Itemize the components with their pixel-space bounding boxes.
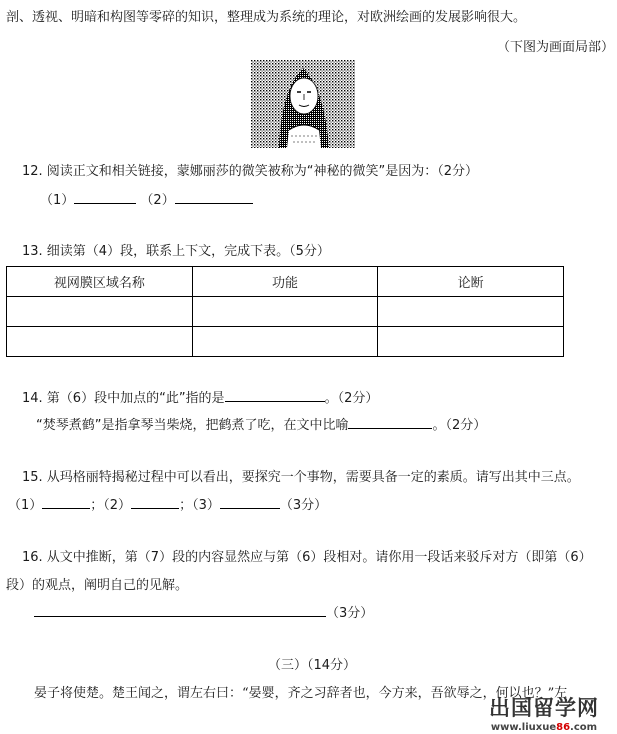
table-cell[interactable] (7, 327, 193, 357)
question-16-line1: 16. 从文中推断，第（7）段的内容显然应与第（6）段相对。请你用一段话来驳斥对方（即第（6） (22, 550, 592, 565)
q15-answer-line (8, 494, 327, 513)
table-cell[interactable] (378, 327, 564, 357)
q15-blank-1[interactable] (42, 494, 90, 509)
q15-blank-3[interactable] (220, 494, 280, 509)
section-3-title: （三）（14分） (268, 658, 357, 673)
table-cell[interactable] (378, 297, 564, 327)
header-cell-conclusion: 论断 (378, 267, 564, 297)
q13-table (6, 266, 564, 357)
image-caption: （下图为画面局部） (497, 40, 615, 55)
q16-blank[interactable] (34, 602, 326, 617)
mona-lisa-image (251, 60, 355, 148)
q15-blank-2[interactable] (131, 494, 179, 509)
watermark-url (476, 722, 612, 733)
question-14b (36, 414, 486, 433)
q12-blank-1[interactable] (74, 189, 136, 204)
q12-blank-2[interactable] (175, 189, 253, 204)
watermark (476, 692, 612, 733)
header-cell-region: 视网膜区域名称 (7, 267, 193, 297)
table-header-row (7, 267, 564, 297)
q12-answer-line (40, 189, 253, 208)
q14a-end: 。（2分） (324, 391, 379, 406)
q15-sep-2: ；（3） (179, 498, 220, 513)
q12-label-1: （1） (40, 193, 75, 208)
question-14a (22, 387, 378, 406)
section-3-text: 晏子将使楚。楚王闻之，谓左右曰：“晏婴，齐之习辞者也，今方来，吾欲辱之，何以也？”左 (34, 686, 568, 701)
table-row (7, 327, 564, 357)
q14b-end: 。（2分） (432, 418, 487, 433)
watermark-title: 出国留学网 (489, 696, 599, 720)
watermark-url-part-b: 86 (556, 722, 571, 733)
q15-score: （3分） (279, 498, 328, 513)
question-13: 13. 细读第（4）段，联系上下文，完成下表。（5分） (22, 244, 330, 259)
question-15: 15. 从玛格丽特揭秘过程中可以看出，要探究一个事物，需要具备一定的素质。请写出其中三点。 (22, 470, 580, 485)
table-cell[interactable] (192, 297, 378, 327)
table-cell[interactable] (192, 327, 378, 357)
q14b-text: “焚琴煮鹤”是指拿琴当柴烧，把鹤煮了吃，在文中比喻 (36, 418, 349, 433)
q14b-blank[interactable] (348, 414, 432, 429)
question-12: 12. 阅读正文和相关链接，蒙娜丽莎的微笑被称为“神秘的微笑”是因为：（2分） (22, 164, 479, 179)
q14a-blank[interactable] (225, 387, 325, 402)
q12-label-2: （2） (140, 193, 175, 208)
table-cell[interactable] (7, 297, 193, 327)
mona-lisa-drawing (251, 60, 355, 148)
question-16-line2: 段）的观点，阐明自己的见解。 (6, 578, 189, 593)
q15-sep-1: ；（2） (90, 498, 132, 513)
header-cell-function: 功能 (192, 267, 378, 297)
q14a-text: 14. 第（6）段中加点的“此”指的是 (22, 391, 225, 406)
q16-answer-line (34, 602, 373, 621)
watermark-url-part-c: .com (570, 722, 598, 733)
table-row (7, 297, 564, 327)
q16-score: （3分） (326, 606, 374, 621)
q15-label-1: （1） (8, 498, 43, 513)
watermark-url-part-a: www.liuxue (490, 722, 557, 733)
intro-line: 剖、透视、明暗和构图等零碎的知识，整理成为系统的理论，对欧洲绘画的发展影响很大。 (6, 10, 527, 25)
